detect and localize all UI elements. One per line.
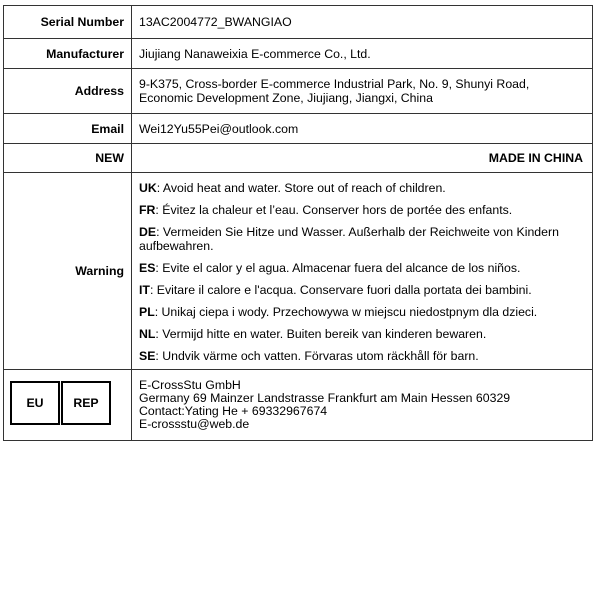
new-label: NEW [4, 144, 132, 173]
warning-line-it [139, 283, 584, 297]
warning-label: Warning [4, 173, 132, 370]
warning-code: NL [139, 327, 156, 341]
address-row [4, 69, 593, 114]
warning-line-fr [139, 203, 584, 217]
manufacturer-label: Manufacturer [4, 39, 132, 69]
rep-badge: REP [61, 381, 111, 425]
warning-code: DE [139, 225, 157, 239]
eu-rep-symbol [4, 370, 121, 440]
product-label-table [3, 5, 593, 441]
eu-rep-row [4, 370, 593, 441]
email-value: Wei12Yu55Pei@outlook.com [132, 114, 593, 144]
warning-sentence: : Avoid heat and water. Store out of reach of children. [156, 181, 446, 195]
address-value: 9-K375, Cross-border E-commerce Industrial Park, No. 9, Shunyi Road, Economic Development Zone, Jiujiang, Jiangxi, China [132, 69, 593, 114]
warning-code: UK [139, 181, 157, 195]
warning-line-uk [139, 181, 584, 195]
eu-rep-contact: Contact:Yating He + 69332967674 [139, 404, 328, 418]
warning-code: ES [139, 261, 156, 275]
warning-sentence: : Evitare il calore e l'acqua. Conservare fuori dalla portata dei bambini. [149, 283, 532, 297]
warning-code: FR [139, 203, 156, 217]
warning-sentence: : Evite el calor y el agua. Almacenar fuera del alcance de los niños. [155, 261, 521, 275]
manufacturer-value: Jiujiang Nanaweixia E-commerce Co., Ltd. [132, 39, 593, 69]
eu-rep-symbol-cell [4, 370, 132, 441]
eu-rep-info [132, 370, 593, 441]
manufacturer-row [4, 39, 593, 69]
warning-line-nl [139, 327, 584, 341]
warning-sentence: : Undvik värme och vatten. Förvaras utom räckhåll för barn. [155, 349, 479, 363]
address-label: Address [4, 69, 132, 114]
warning-line-es [139, 261, 584, 275]
warning-sentence: : Évitez la chaleur et l’eau. Conserver hors de portée des enfants. [155, 203, 513, 217]
email-row [4, 114, 593, 144]
serial-label: Serial Number [4, 6, 132, 39]
warning-sentence: : Vermeiden Sie Hitze und Wasser. Außerhalb der Reichweite von Kindern aufbewahren. [139, 225, 559, 253]
eu-rep-address: Germany 69 Mainzer Landstrasse Frankfurt am Main Hessen 60329 [139, 391, 511, 405]
eu-rep-email: E-crossstu@web.de [139, 417, 250, 431]
warning-code: IT [139, 283, 150, 297]
warning-line-de [139, 225, 584, 253]
warning-sentence: : Vermijd hitte en water. Buiten bereik van kinderen bewaren. [155, 327, 487, 341]
warning-line-pl [139, 305, 584, 319]
warning-text [132, 173, 593, 370]
warning-code: SE [139, 349, 156, 363]
eu-badge: EU [10, 381, 60, 425]
new-row [4, 144, 593, 173]
eu-rep-company: E-CrossStu GmbH [139, 378, 241, 392]
warning-line-se [139, 349, 584, 363]
made-in-china: MADE IN CHINA [132, 144, 593, 173]
serial-value: 13AC2004772_BWANGIAO [132, 6, 593, 39]
warning-sentence: : Unikaj ciepa i wody. Przechowywa w miejscu niedostpnym dla dzieci. [154, 305, 538, 319]
warning-row [4, 173, 593, 370]
serial-row [4, 6, 593, 39]
email-label: Email [4, 114, 132, 144]
warning-code: PL [139, 305, 155, 319]
